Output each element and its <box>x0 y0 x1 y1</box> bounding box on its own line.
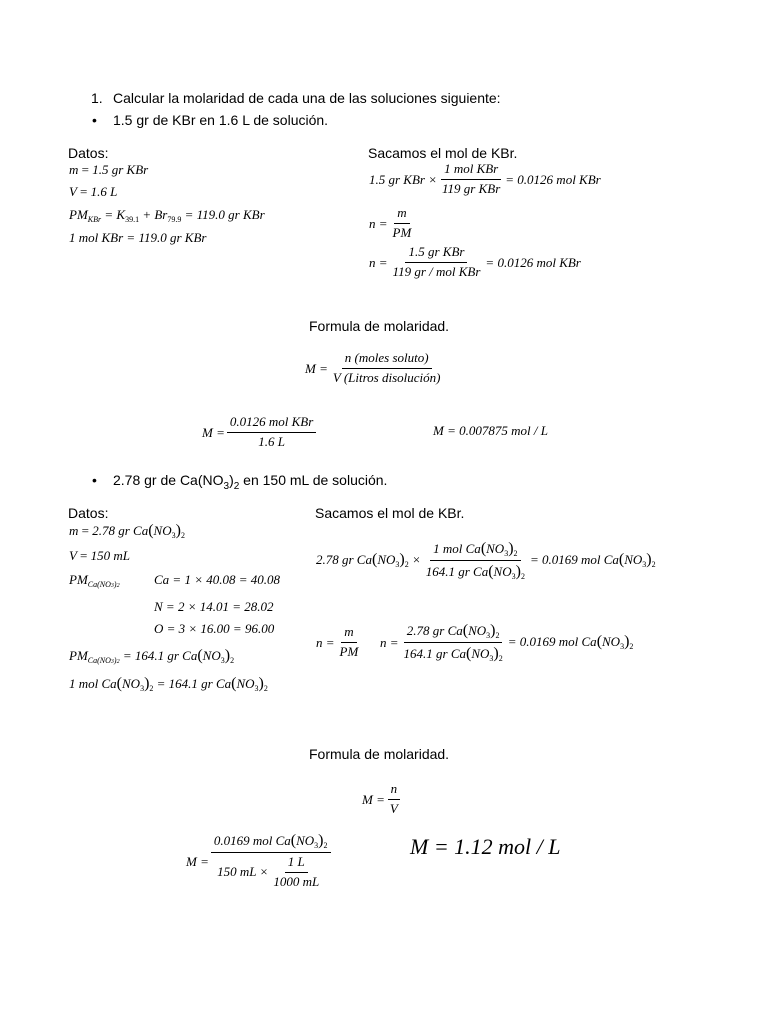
case1-mol-label: Sacamos el mol de KBr. <box>368 145 518 161</box>
case1-volume-line: V = 1.6 L <box>69 184 118 199</box>
problem-number: 1. <box>91 90 103 106</box>
case2-molarity-calculation: M = 0.0169 mol $Ca(NO_3)_2$ 150 mL × $\frac{1 L}{1000 mL}$ <box>186 832 333 890</box>
case1-molarity-calculation: M = $\frac{\text{0.0126 mol KBr}}{1.6 L}$ <box>202 415 318 450</box>
problem-title: Calcular la molaridad de cada una de las soluciones siguiente: <box>113 90 501 106</box>
case1-datos-label: Datos: <box>68 145 109 161</box>
case2-molarity-formula: M = $\frac{n}{V}$ <box>362 782 403 817</box>
case2-mol-equivalence: 1 mol $Ca(NO_3)_2 = 164.1$ gr $Ca(NO_3)_2$ <box>69 675 268 693</box>
case2-ca-calculation: Ca = 1 × 40.08 = 40.08 <box>154 572 280 587</box>
case2-conversion-equation: 2.78 gr $Ca(NO_3)_2$ × $\frac{1 mol Ca(NO_3)_2}{164.1 gr Ca(NO_3)_2}$ = 0.0169 mol $Ca(NO_3)_2$ <box>316 540 656 582</box>
case1-n-formula: n = $\frac{m}{PM}$ <box>369 205 412 240</box>
case1-mass-line: m = 1.5 gr KBr <box>69 162 149 177</box>
case1-molarity-result: M = 0.007875 mol / L <box>433 423 548 438</box>
case2-volume-line: V = 150 mL <box>69 548 130 563</box>
case2-mol-label: Sacamos el mol de KBr. <box>315 505 465 521</box>
case2-n-calculation-eq: n = $\frac{2.78 gr Ca(NO_3)_2}{164.1 gr Ca(NO_3)_2}$ = 0.0169 mol $Ca(NO_3)_2$ <box>380 622 634 664</box>
case2-pm-label: $PM_{Ca(NO3)2}$ <box>69 572 120 589</box>
case1-statement: • 1.5 gr de KBr en 1.6 L de solución. <box>113 112 328 128</box>
case2-formula-label: Formula de molaridad. <box>309 746 450 762</box>
case2-pm-line: $PM_{Ca(NO3)2} = 164.1$ gr $Ca(NO_3)_2$ <box>69 647 235 665</box>
case1-conversion-equation: 1.5 gr KBr × $\frac{\text{1 mol KBr}}{\text{119 gr KBr}}$ = 0.0126 mol KBr <box>369 161 601 196</box>
case2-n-formula: n = $\frac{m}{PM}$ <box>316 624 359 659</box>
case2-mass-line: m = 2.78 gr $Ca(NO_3)_2$ <box>69 522 185 540</box>
case2-datos-label: Datos: <box>68 505 109 521</box>
case1-pm-line: $PM_{KBr} = K_{39.1} + Br_{79.9} = 119.0$ gr KBr <box>69 207 265 224</box>
case2-n-calculation: N = 2 × 14.01 = 28.02 <box>154 599 274 614</box>
case1-molarity-formula: M = $\frac{\text{n (moles soluto)}}{\text{V (Litros disolución)}}$ <box>305 350 441 385</box>
case1-mol-equivalence: 1 mol KBr = 119.0 gr KBr <box>69 230 207 245</box>
case1-n-calculation: n = $\frac{\text{1.5 gr KBr}}{\text{119 gr / mol KBr}}$ = 0.0126 mol KBr <box>369 244 581 279</box>
case2-statement: • 2.78 gr de $Ca(NO_3)_2$ en 150 mL de solución. <box>113 472 387 492</box>
case2-molarity-result: M = 1.12 mol / L <box>410 834 561 859</box>
case2-o-calculation: O = 3 × 16.00 = 96.00 <box>154 621 275 636</box>
case1-formula-label: Formula de molaridad. <box>309 318 450 334</box>
